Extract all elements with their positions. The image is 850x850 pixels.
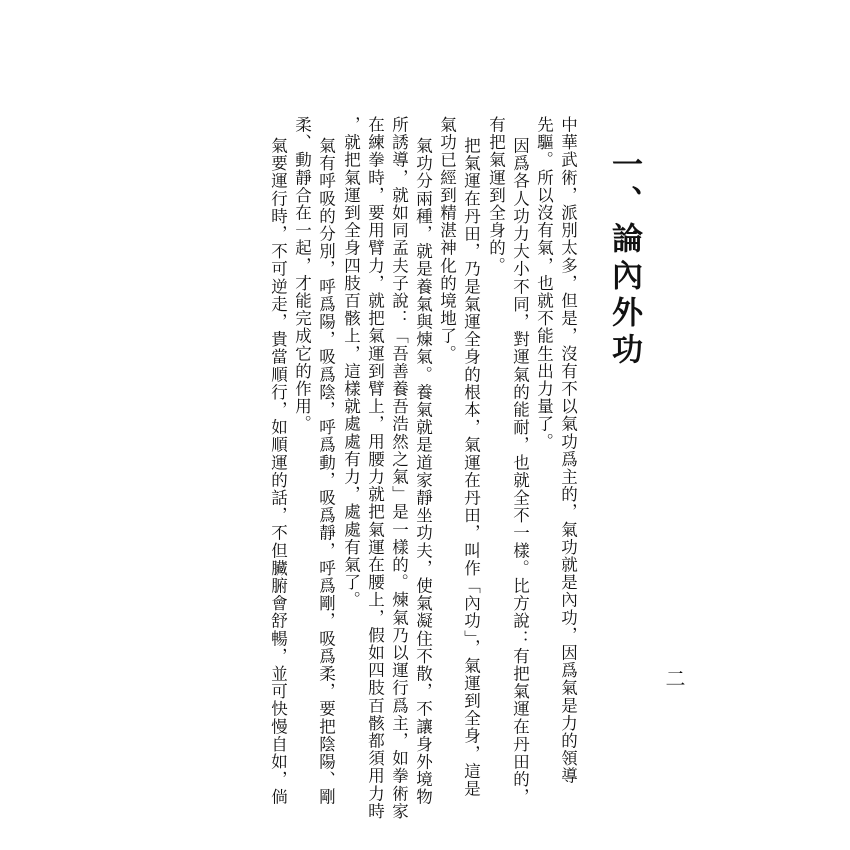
text-column: 氣要運行時，不可逆走，貴當順行，如順運的話，不但臟腑會舒暢，並可快慢自如，倘 [268, 137, 288, 806]
chapter-title: 一、論內外功 [606, 148, 642, 370]
text-column: ，就把氣運到全身四肢百骸上，這樣就處處有力，處處有氣了。 [341, 116, 361, 609]
text-column: 氣功分兩種，就是養氣與煉氣。養氣就是道家靜坐功夫，使氣凝住不散，不讓身外境物 [413, 137, 433, 806]
text-column: 有把氣運到全身的。 [486, 116, 506, 275]
text-column: 柔、動靜合在一起，才能完成它的作用。 [292, 116, 312, 433]
text-column: 因爲各人功力大小不同，對運氣的能耐，也就全不一樣。比方說：有把氣運在丹田的， [510, 137, 530, 806]
text-column: 所誘導，就如同孟夫子說：「吾善養吾浩然之氣」是一樣的。煉氣乃以運行爲主，如拳術家 [389, 116, 409, 820]
text-column: 在練拳時，要用臂力，就把氣運到臂上，用腰力就把氣運在腰上，假如四肢百骸都須用力時 [365, 116, 385, 820]
text-column: 先驅。所以沒有氣，也就不能生出力量了。 [534, 116, 554, 451]
text-column: 氣功已經到精湛神化的境地了。 [437, 116, 457, 363]
text-column: 氣有呼吸的分別，呼爲陽，吸爲陰，呼爲動，吸爲靜，呼爲剛，吸爲柔，要把陰陽、剛 [316, 137, 336, 806]
text-column: 中華武術，派別太多，但是，沒有不以氣功爲主的，氣功就是內功，因爲氣是力的領導 [558, 116, 578, 785]
text-column: 把氣運在丹田，乃是氣運全身的根本，氣運在丹田，叫作「內功」，氣運到全身，這是 [461, 137, 481, 798]
page-number: 二 [662, 668, 686, 688]
